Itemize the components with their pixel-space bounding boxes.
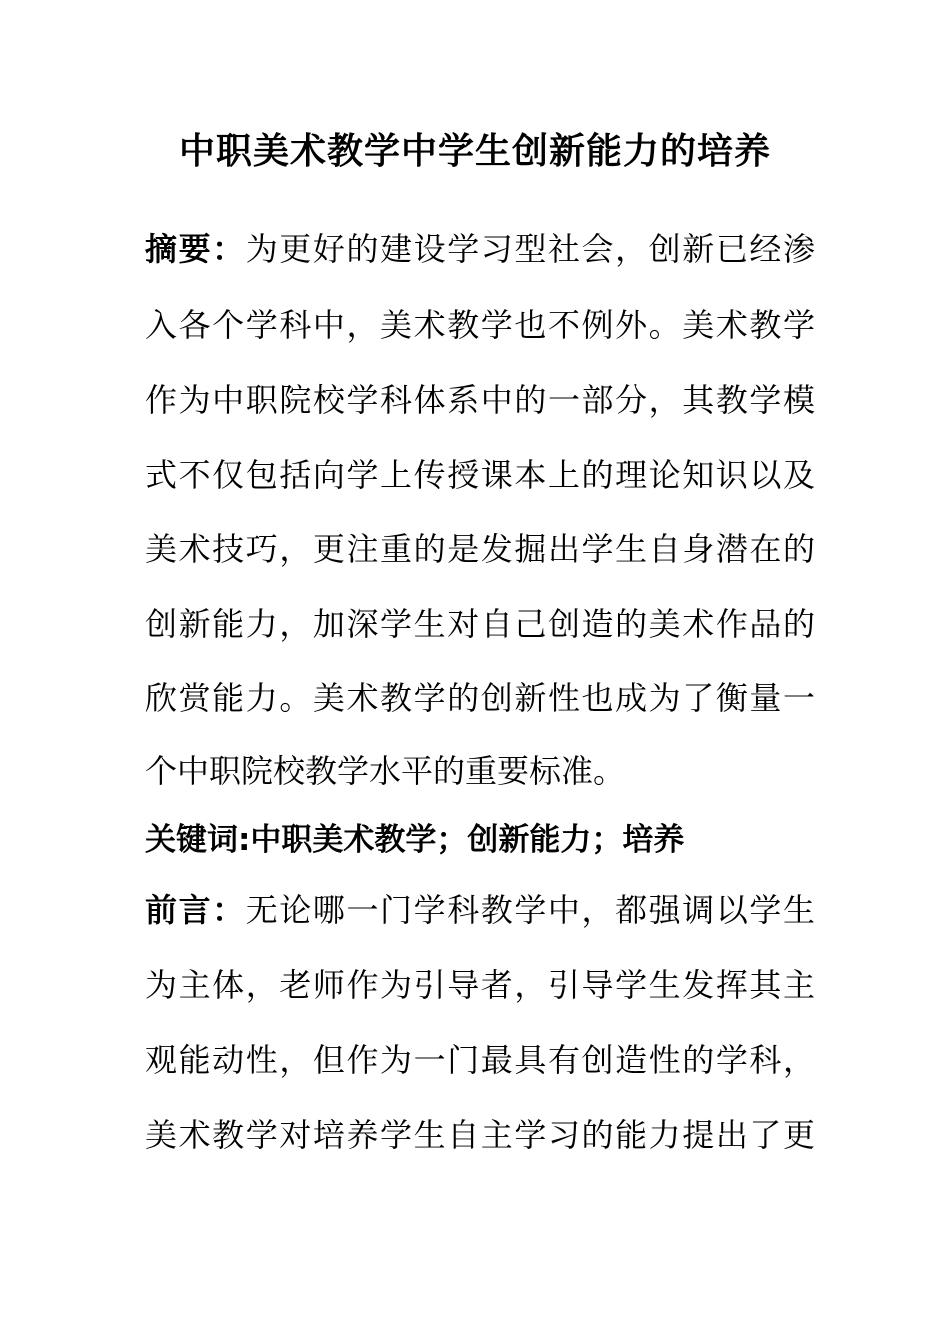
abstract-text: 为更好的建设学习型社会，创新已经渗 xyxy=(245,230,815,268)
abstract-line-7: 欣赏能力。美术教学的创新性也成为了衡量一 xyxy=(145,679,815,717)
preface-line-1 xyxy=(145,885,815,935)
abstract-line-1 xyxy=(145,224,815,274)
page-title: 中职美术教学中学生创新能力的培养 xyxy=(178,131,771,172)
preface-text: 无论哪一门学科教学中，都强调以学生 xyxy=(245,891,815,929)
abstract-label: 摘要： xyxy=(145,230,246,268)
abstract-line-3: 作为中职院校学科体系中的一部分，其教学模 xyxy=(145,381,815,419)
preface-line-3: 观能动性，但作为一门最具有创造性的学科， xyxy=(145,1041,815,1079)
preface-label: 前言： xyxy=(145,891,246,929)
preface-line-4: 美术教学对培养学生自主学习的能力提出了更 xyxy=(145,1116,815,1154)
abstract-line-4: 式不仅包括向学上传授课本上的理论知识以及 xyxy=(145,456,815,494)
abstract-line-8: 个中职院校教学水平的重要标准。 xyxy=(145,752,626,790)
abstract-line-5: 美术技巧，更注重的是发掘出学生自身潜在的 xyxy=(145,530,815,568)
preface-line-2: 为主体，老师作为引导者，引导学生发挥其主 xyxy=(145,966,815,1004)
keywords-line: 关键词:中职美术教学；创新能力；培养 xyxy=(145,822,685,858)
abstract-line-2: 入各个学科中，美术教学也不例外。美术教学 xyxy=(145,306,815,344)
abstract-line-6: 创新能力，加深学生对自己创造的美术作品的 xyxy=(145,605,815,643)
